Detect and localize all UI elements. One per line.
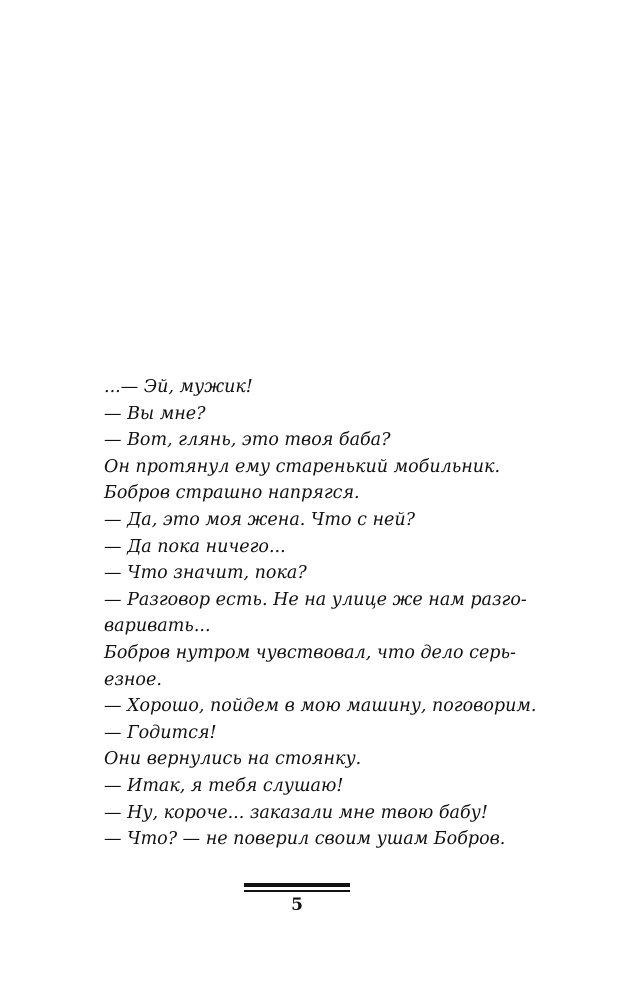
text-line: — Вот, глянь, это твоя баба? xyxy=(104,430,391,451)
text-line: Бобров страшно напрягся. xyxy=(104,483,360,504)
page-text xyxy=(104,374,537,853)
text-line: — Что значит, пока? xyxy=(104,563,307,584)
footer-rule-thin xyxy=(244,890,350,892)
text-line: — Да пока ничего... xyxy=(104,536,286,557)
text-line: Они вернулись на стоянку. xyxy=(104,749,362,770)
text-line: — Вы мне? xyxy=(104,403,206,424)
text-line: — Годится! xyxy=(104,722,217,743)
text-line: — Хорошо, пойдем в мою машину, поговорим. xyxy=(104,696,537,717)
text-line: — Итак, я тебя слушаю! xyxy=(104,775,344,796)
text-line: варивать... xyxy=(104,616,211,637)
footer-rule-thick xyxy=(244,883,350,887)
text-line: Он протянул ему старенький мобильник. xyxy=(104,456,501,477)
text-line: ...— Эй, мужик! xyxy=(104,377,253,397)
text-line: езное. xyxy=(104,669,162,690)
text-line: — Да, это моя жена. Что с ней? xyxy=(104,509,415,530)
text-line: — Ну, короче... заказали мне твою бабу! xyxy=(104,802,488,823)
text-line: Бобров нутром чувствовал, что дело серь- xyxy=(104,642,516,663)
text-line: — Что? — не поверил своим ушам Бобров. xyxy=(104,829,506,850)
text-line: — Разговор есть. Не на улице же нам разго- xyxy=(104,589,527,610)
page-number: 5 xyxy=(291,895,303,915)
